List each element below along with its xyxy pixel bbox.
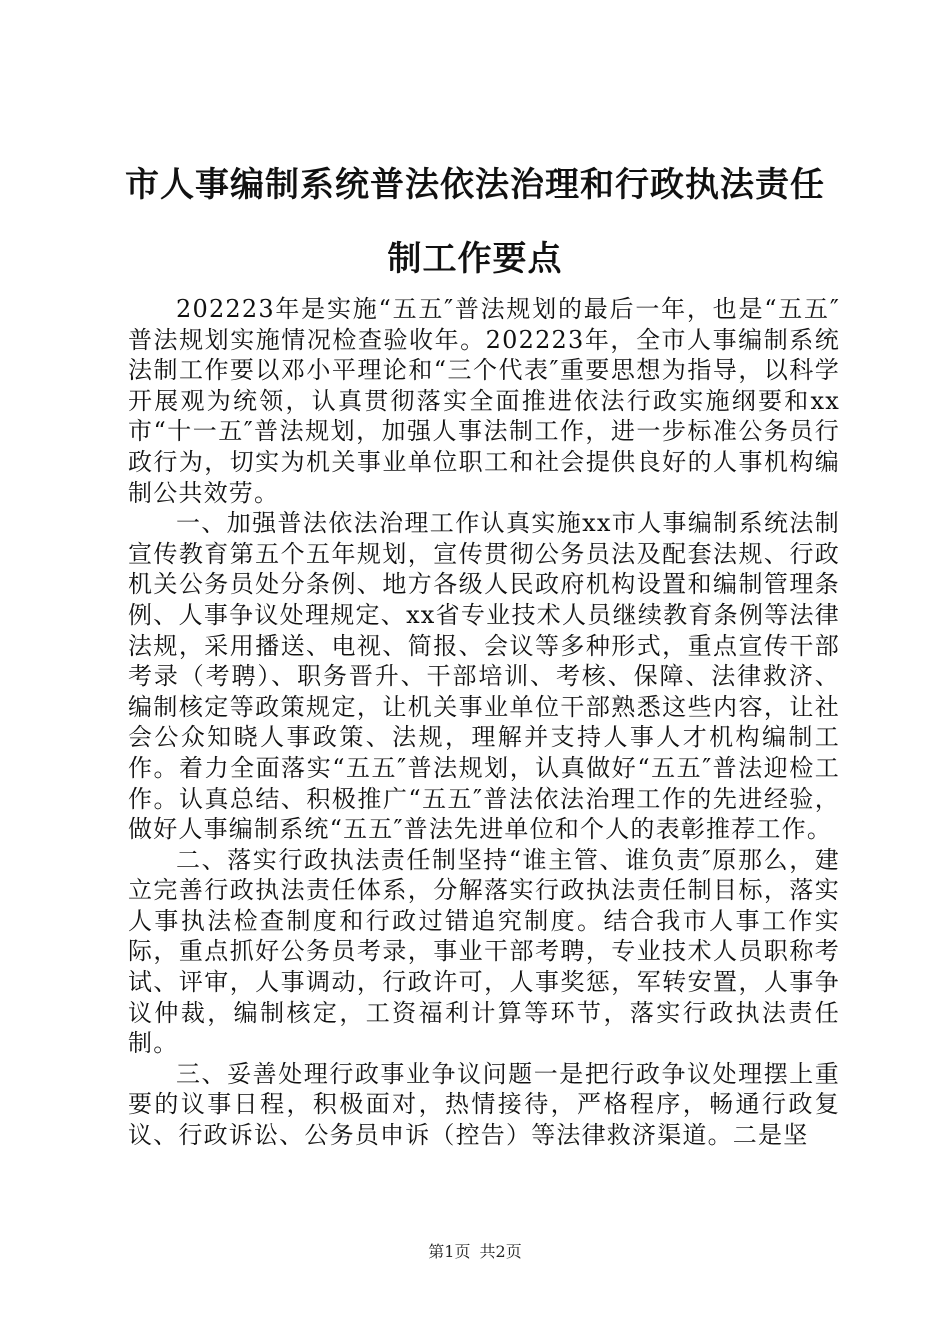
paragraph-intro: 202223年是实施“五五″普法规划的最后一年，也是“五五″普法规划实施情况检查验收年。202223年，全市人事编制系统法制工作要以邓小平理论和“三个代表″重要思想为指导，以科学开展观为统领，认真贯彻落实全面推进依法行政实施纲要和xx市“十一五″普法规划，加强人事法制工作，进一步标准公务员行政行为，切实为机关事业单位职工和社会提供良好的人事机构编制公共效劳。 — [128, 295, 840, 507]
document-title-line-2: 制工作要点 — [387, 239, 563, 279]
paragraph-section-2: 二、落实行政执法责任制坚持“谁主管、谁负责″原那么，建立完善行政执法责任体系，分解落实行政执法责任制目标，落实人事执法检查制度和行政过错追究制度。结合我市人事工作实际，重点抓好公务员考录，事业干部考聘，专业技术人员职称考试、评审，人事调动，行政许可，人事奖惩，军转安置，人事争议仲裁，编制核定，工资福利计算等环节，落实行政执法责任制。 — [128, 845, 840, 1058]
document-title-line-1: 市人事编制系统普法依法治理和行政执法责任 — [125, 165, 825, 205]
document-body — [128, 294, 840, 1151]
paragraph-section-1: 一、加强普法依法治理工作认真实施xx市人事编制系统法制宣传教育第五个五年规划，宣传贯彻公务员法及配套法规、行政机关公务员处分条例、地方各级人民政府机构设置和编制管理条例、人事争议处理规定、xx省专业技术人员继续教育条例等法律法规，采用播送、电视、简报、会议等多种形式，重点宣传干部考录（考聘）、职务晋升、干部培训、考核、保障、法律救济、编制核定等政策规定，让机关事业单位干部熟悉这些内容，让社会公众知晓人事政策、法规，理解并支持人事人才机构编制工作。着力全面落实“五五″普法规划，认真做好“五五″普法迎检工作。认真总结、积极推广“五五″普法依法治理工作的先进经验，做好人事编制系统“五五″普法先进单位和个人的表彰推荐工作。 — [128, 509, 840, 844]
paragraph-section-3: 三、妥善处理行政事业争议问题一是把行政争议处理摆上重要的议事日程，积极面对，热情接待，严格程序，畅通行政复议、行政诉讼、公务员申诉（控告）等法律救济渠道。二是坚 — [128, 1059, 840, 1150]
page-number: 第1页 — [428, 1242, 471, 1261]
page-footer — [0, 1242, 950, 1262]
page-total: 共2页 — [479, 1242, 522, 1261]
